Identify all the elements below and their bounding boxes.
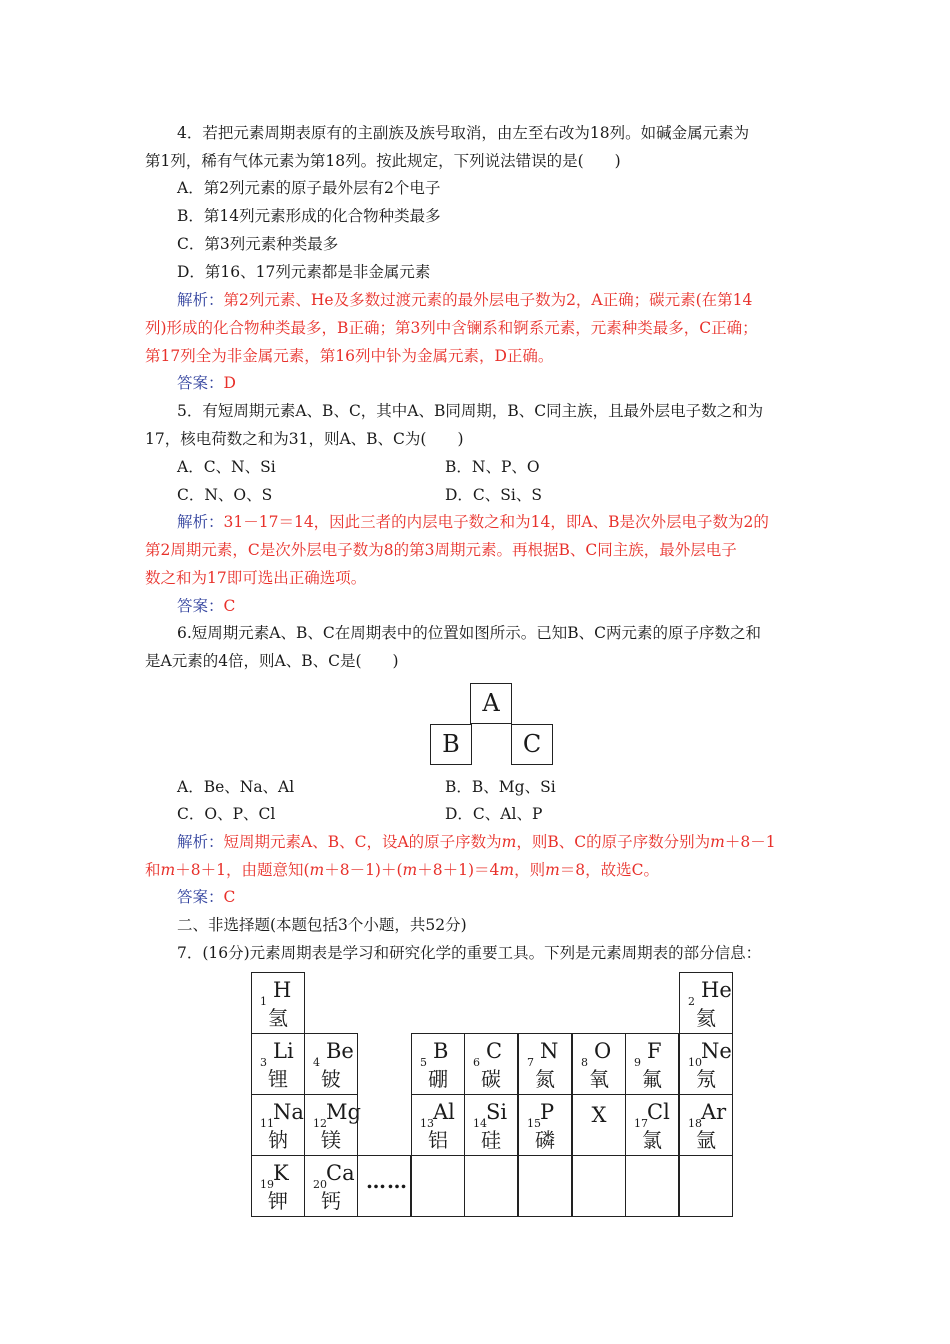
q5-analysis-line2: 第2周期元素，C是次外层电子数为8的第3周期元素。再根据B、C同主族，最外层电子 [145, 541, 737, 559]
q5-analysis-line3: 数之和为17即可选出正确选项。 [145, 569, 367, 587]
q7-stem: 7．(16分)元素周期表是学习和研究化学的重要工具。下列是元素周期表的部分信息： [177, 944, 762, 962]
q5-option-a: A．C、N、Si [177, 458, 276, 476]
empty-cell [679, 1155, 733, 1217]
element-cell: Na 11 钠 [251, 1094, 305, 1156]
periodic-table [251, 972, 733, 1217]
q4-analysis-line2: 列)形成的化合物种类最多，B正确；第3列中含镧系和锕系元素，元素种类最多，C正确； [145, 319, 758, 337]
empty-cell [625, 1155, 679, 1217]
q6-stem-line2: 是A元素的4倍，则A、B、C是( ) [145, 652, 399, 670]
q5-option-b: B．N、P、O [445, 458, 540, 476]
q4-option-c: C．第3列元素种类最多 [177, 235, 339, 253]
element-cell-unknown: X [572, 1094, 626, 1156]
q5-option-c: C．N、O、S [177, 486, 273, 504]
q6-diagram-b: B [430, 724, 472, 765]
q4-answer: 答案：D [177, 374, 236, 392]
q4-analysis-label: 解析： [177, 291, 224, 309]
q4-stem-line1: 4．若把元素周期表原有的主副族及族号取消，由左至右改为18列。如碱金属元素为 [177, 124, 750, 142]
section-heading: 二、非选择题(本题包括3个小题，共52分) [177, 916, 467, 934]
q6-option-b: B．B、Mg、Si [445, 778, 556, 796]
element-cell: H 1 氢 [251, 972, 305, 1034]
element-cell: Li 3 锂 [251, 1033, 305, 1095]
q6-option-a: A．Be、Na、Al [177, 778, 295, 796]
q6-analysis-line2: 和m＋8＋1，由题意知(m＋8－1)＋(m＋8＋1)＝4m，则m＝8，故选C。 [145, 861, 660, 879]
empty-cell [518, 1155, 572, 1217]
empty-cell [464, 1155, 518, 1217]
element-cell: Ne 10 氖 [679, 1033, 733, 1095]
q6-diagram-c: C [511, 724, 553, 765]
element-cell: He 2 氦 [679, 972, 733, 1034]
empty-cell [572, 1155, 626, 1217]
q5-stem-line2: 17，核电荷数之和为31，则A、B、C为( ) [145, 430, 464, 448]
element-cell: N 7 氮 [518, 1033, 572, 1095]
q6-option-d: D．C、Al、P [445, 805, 543, 823]
empty-cell [411, 1155, 465, 1217]
element-cell: Be 4 铍 [304, 1033, 358, 1095]
q4-analysis-line3: 第17列全为非金属元素，第16列中钋为金属元素，D正确。 [145, 347, 554, 365]
ellipsis-cell: …… [357, 1155, 411, 1217]
q6-analysis-line1: 解析：短周期元素A、B、C，设A的原子序数为m，则B、C的原子序数分别为m＋8－1 [177, 833, 776, 851]
q6-option-c: C．O、P、Cl [177, 805, 276, 823]
element-cell: O 8 氧 [572, 1033, 626, 1095]
element-cell: B 5 硼 [411, 1033, 465, 1095]
q4-analysis-line1: 解析：第2列元素、He及多数过渡元素的最外层电子数为2，A正确；碳元素(在第14 [177, 291, 753, 309]
element-cell: P 15 磷 [518, 1094, 572, 1156]
element-cell: Si 14 硅 [464, 1094, 518, 1156]
q4-option-d: D．第16、17列元素都是非金属元素 [177, 263, 431, 281]
q5-answer: 答案：C [177, 597, 236, 615]
element-cell: Al 13 铝 [411, 1094, 465, 1156]
q6-diagram-a: A [470, 683, 512, 724]
element-cell: C 6 碳 [464, 1033, 518, 1095]
q5-option-d: D．C、Si、S [445, 486, 542, 504]
q6-stem-line1: 6.短周期元素A、B、C在周期表中的位置如图所示。已知B、C两元素的原子序数之和 [177, 624, 761, 642]
q5-analysis-line1: 解析：31－17＝14，因此三者的内层电子数之和为14，即A、B是次外层电子数为2的 [177, 513, 769, 531]
element-cell: K 19 钾 [251, 1155, 305, 1217]
element-cell: Ar 18 氩 [679, 1094, 733, 1156]
element-cell: F 9 氟 [625, 1033, 679, 1095]
q4-option-b: B．第14列元素形成的化合物种类最多 [177, 207, 441, 225]
element-cell: Cl 17 氯 [625, 1094, 679, 1156]
q5-stem-line1: 5．有短周期元素A、B、C，其中A、B同周期，B、C同主族，且最外层电子数之和为 [177, 402, 764, 420]
element-cell: Mg 12 镁 [304, 1094, 358, 1156]
element-cell: Ca 20 钙 [304, 1155, 358, 1217]
q4-option-a: A．第2列元素的原子最外层有2个电子 [177, 179, 441, 197]
q4-stem-line2: 第1列，稀有气体元素为第18列。按此规定，下列说法错误的是( ) [145, 152, 621, 170]
q6-answer: 答案：C [177, 888, 236, 906]
